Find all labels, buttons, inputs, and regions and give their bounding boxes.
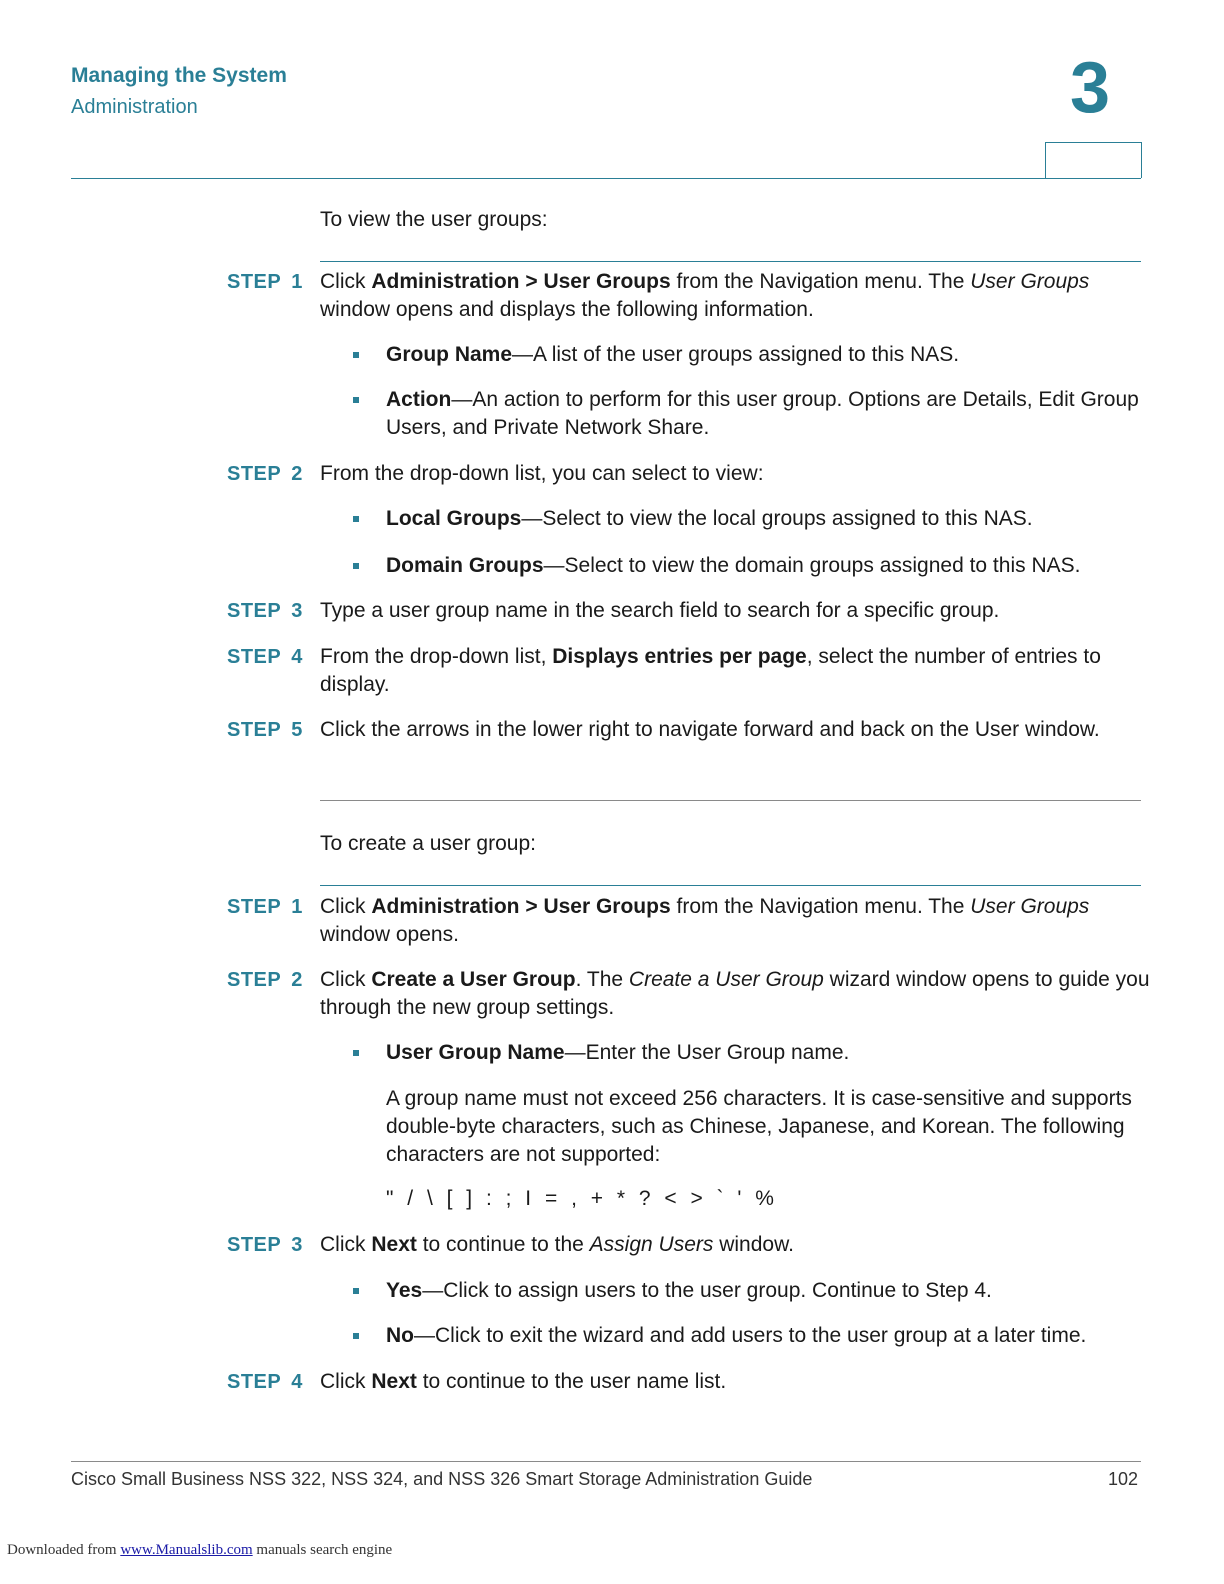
create-step-3-label: STEP 3 — [227, 1234, 303, 1256]
footer-guide-title: Cisco Small Business NSS 322, NSS 324, and NSS 326 Smart Storage Administration Guide — [71, 1469, 813, 1489]
section-subtitle: Administration — [71, 96, 198, 118]
view-step-3-label: STEP 3 — [227, 600, 303, 622]
chapter-tab-box — [1045, 142, 1142, 178]
bullet-no: No—Click to exit the wizard and add users to the user group at a later time. — [386, 1324, 1087, 1347]
manualslib-link[interactable]: www.Manualslib.com — [120, 1542, 253, 1558]
create-step-4-text: Click Next to continue to the user name list. — [320, 1370, 727, 1393]
footer-rule — [71, 1461, 1141, 1462]
view-intro: To view the user groups: — [320, 208, 548, 231]
view-step-4-label: STEP 4 — [227, 646, 303, 668]
bullet-icon — [353, 1333, 359, 1339]
bullet-yes: Yes—Click to assign users to the user group. Continue to Step 4. — [386, 1279, 992, 1302]
section-divider — [320, 800, 1141, 801]
page-number: 102 — [1108, 1469, 1139, 1489]
group-name-note: A group name must not exceed 256 characters. It is case-sensitive and supports double-byte characters, such as Chinese, Japanese, and Korean. The following characters are not supported: — [386, 1087, 1132, 1166]
bullet-local-groups: Local Groups—Select to view the local groups assigned to this NAS. — [386, 507, 1033, 530]
view-step-1-text: Click Administration > User Groups from the Navigation menu. The User Groups window opens and displays the following information. — [320, 270, 1090, 321]
create-intro-rule — [320, 885, 1141, 886]
create-step-1-text: Click Administration > User Groups from the Navigation menu. The User Groups window opens. — [320, 895, 1090, 946]
bullet-action: Action—An action to perform for this user group. Options are Details, Edit Group Users, and Private Network Share. — [386, 388, 1139, 439]
create-intro: To create a user group: — [320, 832, 536, 855]
bullet-user-group-name: User Group Name—Enter the User Group name. — [386, 1041, 850, 1064]
chapter-number: 3 — [1070, 48, 1111, 128]
create-step-4-label: STEP 4 — [227, 1371, 303, 1393]
create-step-2-label: STEP 2 — [227, 969, 303, 991]
view-step-3-text: Type a user group name in the search field to search for a specific group. — [320, 599, 1000, 622]
bullet-icon — [353, 352, 359, 358]
view-step-4-text: From the drop-down list, Displays entries per page, select the number of entries to display. — [320, 645, 1101, 696]
bullet-domain-groups: Domain Groups—Select to view the domain groups assigned to this NAS. — [386, 554, 1081, 577]
view-intro-rule — [320, 261, 1141, 262]
bullet-icon — [353, 516, 359, 522]
create-step-3-text: Click Next to continue to the Assign Users window. — [320, 1233, 794, 1256]
bullet-icon — [353, 1288, 359, 1294]
view-step-5-text: Click the arrows in the lower right to navigate forward and back on the User window. — [320, 718, 1100, 741]
window-name: User Groups — [970, 270, 1090, 293]
create-step-2-text: Click Create a User Group. The Create a User Group wizard window opens to guide you through the new group settings. — [320, 968, 1150, 1019]
bullet-icon — [353, 563, 359, 569]
bullet-icon — [353, 1050, 359, 1056]
bullet-group-name: Group Name—A list of the user groups assigned to this NAS. — [386, 343, 960, 366]
view-step-2-text: From the drop-down list, you can select to view: — [320, 462, 764, 485]
menu-path: Administration > User Groups — [371, 270, 671, 293]
unsupported-characters: " / \ [ ] : ; I = , + * ? < > ` ' % — [386, 1187, 778, 1210]
view-step-1-label: STEP 1 — [227, 271, 303, 293]
download-note: Downloaded from www.Manualslib.com manuals search engine — [7, 1542, 393, 1558]
chapter-title: Managing the System — [71, 64, 287, 87]
view-step-2-label: STEP 2 — [227, 463, 303, 485]
create-step-1-label: STEP 1 — [227, 896, 303, 918]
bullet-icon — [353, 397, 359, 403]
view-step-5-label: STEP 5 — [227, 719, 303, 741]
header-rule — [71, 178, 1141, 179]
